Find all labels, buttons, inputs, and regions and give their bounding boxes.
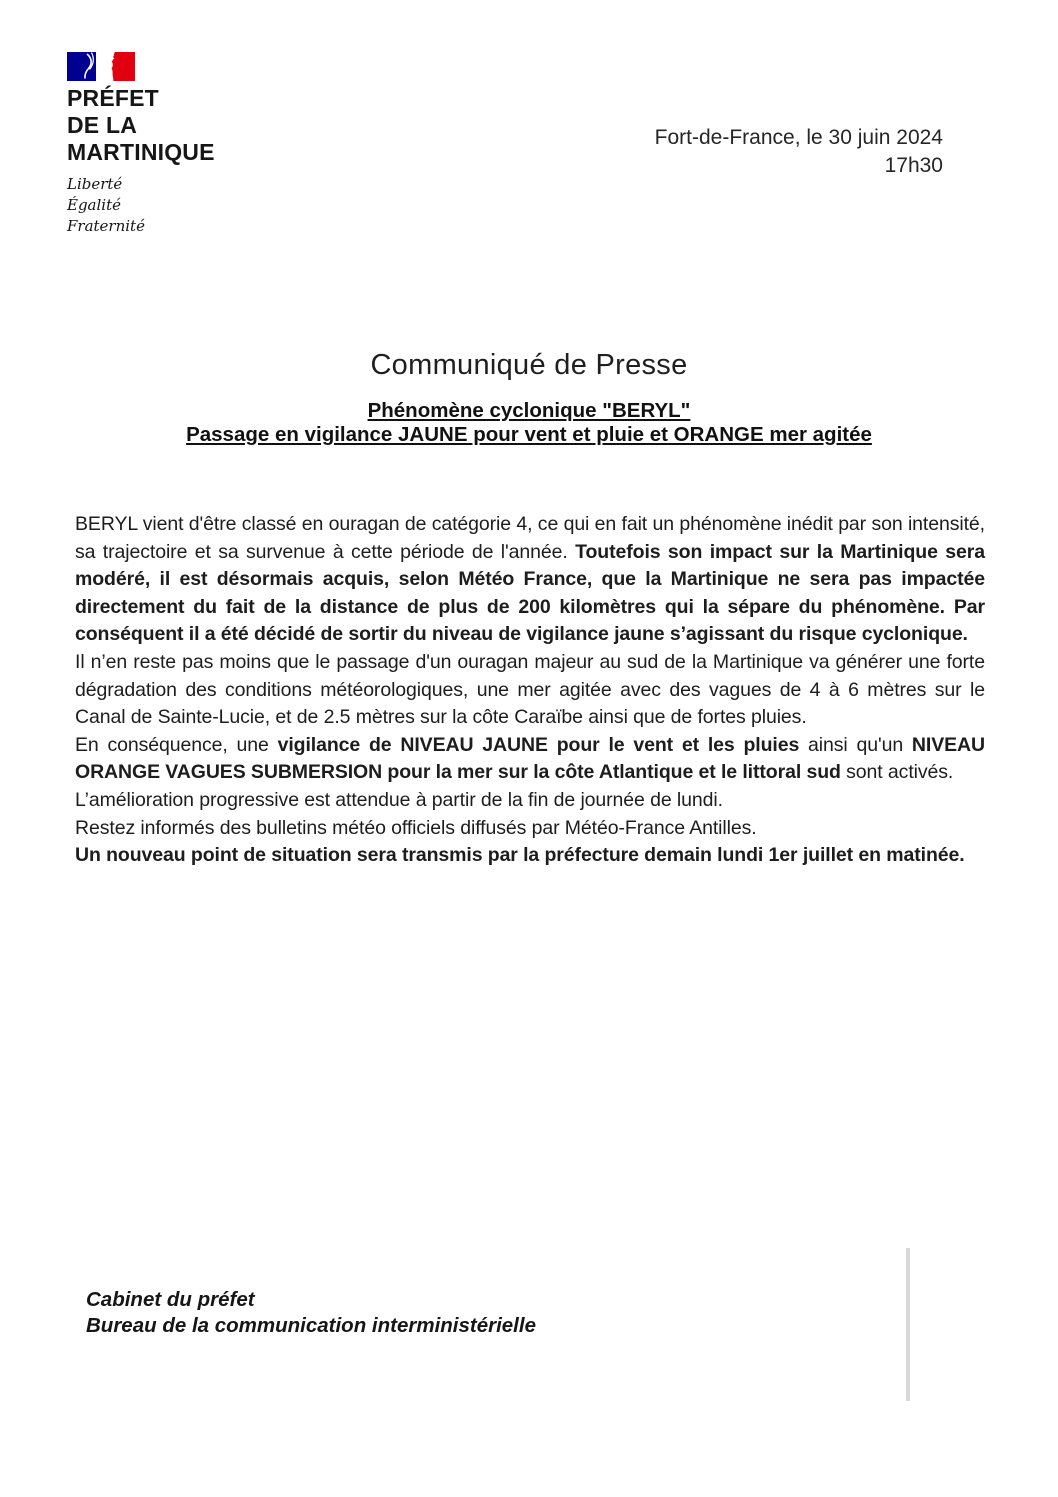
footer-signature	[86, 1287, 536, 1339]
french-republic-flag-icon	[67, 52, 135, 81]
vertical-line-decoration	[906, 1248, 910, 1401]
document-subtitle	[0, 399, 1058, 447]
text-run-bold: Toutefois son impact sur la Martinique sera modéré, il est désormais acquis, selon Météo France, que la Martinique ne sera pas impactée directement du fait de la distance de plus de 200 kilomètres qui la sépare du phénomène. Par conséquent il a été décidé de sortir du niveau de vigilance jaune s’agissant du risque cyclonique.	[75, 540, 985, 646]
text-run: sont activés.	[840, 761, 954, 784]
subtitle-line-2: Passage en vigilance JAUNE pour vent et pluie et ORANGE mer agitée	[186, 423, 872, 446]
dateline	[655, 124, 943, 180]
motto-line: Égalité	[67, 196, 121, 214]
text-run: En conséquence, une	[75, 733, 278, 756]
motto-line: Liberté	[67, 175, 123, 193]
republic-motto	[67, 174, 215, 237]
text-run: ainsi qu'un	[799, 733, 912, 756]
text-run: BERYL vient d'être classé en ouragan de catégorie 4, ce qui en fait un phénomène inédit par son intensité, sa trajectoire et sa survenue à cette période de l'année.	[75, 513, 985, 563]
document-title: Communiqué de Presse	[370, 349, 688, 381]
motto-line: Fraternité	[67, 217, 145, 235]
prefecture-logo	[67, 52, 215, 237]
time: 17h30	[884, 154, 943, 177]
text-run-bold: NIVEAU ORANGE VAGUES SUBMERSION pour la mer sur la côte Atlantique et le littoral sud	[75, 733, 985, 784]
prefecture-name	[67, 85, 215, 166]
footer-line-2: Bureau de la communication interministérielle	[86, 1314, 536, 1337]
footer-line-1: Cabinet du préfet	[86, 1288, 255, 1311]
prefecture-name-line: DE LA	[67, 112, 137, 138]
paragraph-6: Un nouveau point de situation sera transmis par la préfecture demain lundi 1er juillet en matinée.	[75, 844, 965, 867]
paragraph-1	[75, 511, 985, 649]
paragraph-2	[75, 649, 985, 732]
paragraph-4: L’amélioration progressive est attendue à partir de la fin de journée de lundi.	[75, 788, 723, 811]
text-run: Il n’en reste pas moins que le passage d'un ouragan majeur au sud de la Martinique va générer une forte dégradation des conditions météorologiques, une mer agitée avec des vagues de 4 à 6 mètres sur le Canal de Sainte-Lucie, et de 2.5 mètres sur la côte Caraïbe ainsi que de fortes pluies.	[75, 650, 985, 729]
body-text	[75, 511, 985, 870]
paragraph-5: Restez informés des bulletins météo officiels diffusés par Météo-France Antilles.	[75, 816, 757, 839]
place-and-date: Fort-de-France, le 30 juin 2024	[654, 126, 943, 149]
prefecture-name-line: PRÉFET	[67, 85, 159, 111]
paragraph-3	[75, 732, 985, 787]
prefecture-name-line: MARTINIQUE	[67, 139, 215, 165]
text-run-bold: vigilance de NIVEAU JAUNE pour le vent et les pluies	[277, 733, 800, 756]
subtitle-line-1: Phénomène cyclonique "BERYL"	[367, 399, 691, 422]
